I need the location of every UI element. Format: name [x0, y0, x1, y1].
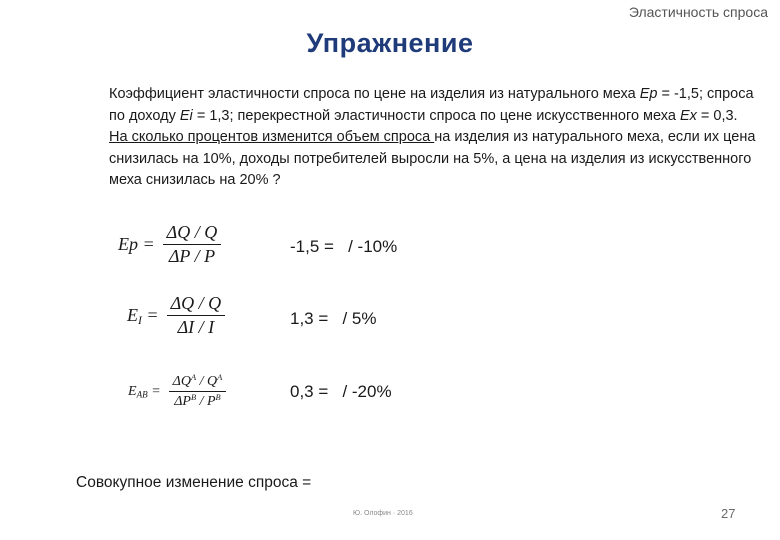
formula-lhs: [128, 384, 161, 400]
formula-subscript: I: [138, 313, 142, 327]
question-underlined: На сколько процентов изменится объем спроса: [109, 129, 435, 145]
problem-text-4: = 0,3.: [696, 107, 738, 124]
formula-symbol: E: [128, 383, 137, 399]
ex-symbol: Ex: [679, 107, 697, 124]
num-term: / Q: [196, 374, 218, 390]
ei-symbol: Ei: [179, 107, 193, 124]
fraction: [163, 222, 222, 267]
question-text: на изделия из натурального меха, если их цена снизилась на 10%, доходы потребителей выросли на 5%, а цена на изделия из искусственного меха снизилась на 20% ?: [109, 129, 756, 188]
total-demand-change-label: Совокупное изменение спроса =: [76, 474, 312, 491]
formula-equals: =: [141, 304, 159, 325]
problem-text-2: = -1,5; спроса по доходу: [109, 86, 754, 124]
equation-cross: 0,3 = / -20%: [290, 382, 392, 401]
fraction-denominator: ΔI / I: [177, 317, 215, 337]
slide-title: Упражнение: [306, 28, 474, 58]
formula-lhs: Ep =: [118, 234, 155, 254]
fraction-numerator: [169, 373, 227, 392]
fraction: [169, 373, 227, 410]
slide-topic: Эластичность спроса: [628, 4, 768, 20]
footer-author: Ю. Олофин · 2016: [353, 510, 413, 517]
formula-subscript: AB: [136, 388, 148, 399]
problem-text-1: Коэффициент эластичности спроса по цене на изделия из натурального меха: [109, 86, 640, 102]
fraction-denominator: ΔP / P: [168, 246, 216, 266]
fraction: [167, 293, 226, 338]
problem-statement: [109, 84, 764, 192]
formula-income-elasticity: [127, 293, 225, 338]
num-term: ΔQ: [172, 374, 191, 390]
den-superscript: B: [190, 393, 197, 403]
fraction-numerator: ΔQ / Q: [167, 293, 226, 316]
formula-equals: =: [147, 383, 161, 399]
formula-price-elasticity: [118, 222, 221, 267]
formula-lhs: [127, 305, 159, 327]
num-superscript: A: [190, 373, 197, 382]
formula-cross-elasticity: [128, 373, 226, 410]
equation-income: 1,3 = / 5%: [290, 309, 377, 328]
den-superscript: B: [215, 393, 221, 403]
fraction-numerator: ΔQ / Q: [163, 222, 222, 245]
page-number: 27: [721, 506, 736, 521]
ep-symbol: Ep: [639, 86, 658, 102]
den-term: / P: [196, 394, 216, 410]
equation-price: -1,5 = / -10%: [290, 237, 398, 256]
den-term: ΔP: [174, 394, 191, 410]
fraction-denominator: [170, 392, 224, 410]
num-superscript: A: [217, 373, 223, 382]
formula-symbol: E: [127, 304, 138, 325]
problem-text-3: = 1,3; перекрестной эластичности спроса по цене искусственного меха: [192, 107, 680, 124]
